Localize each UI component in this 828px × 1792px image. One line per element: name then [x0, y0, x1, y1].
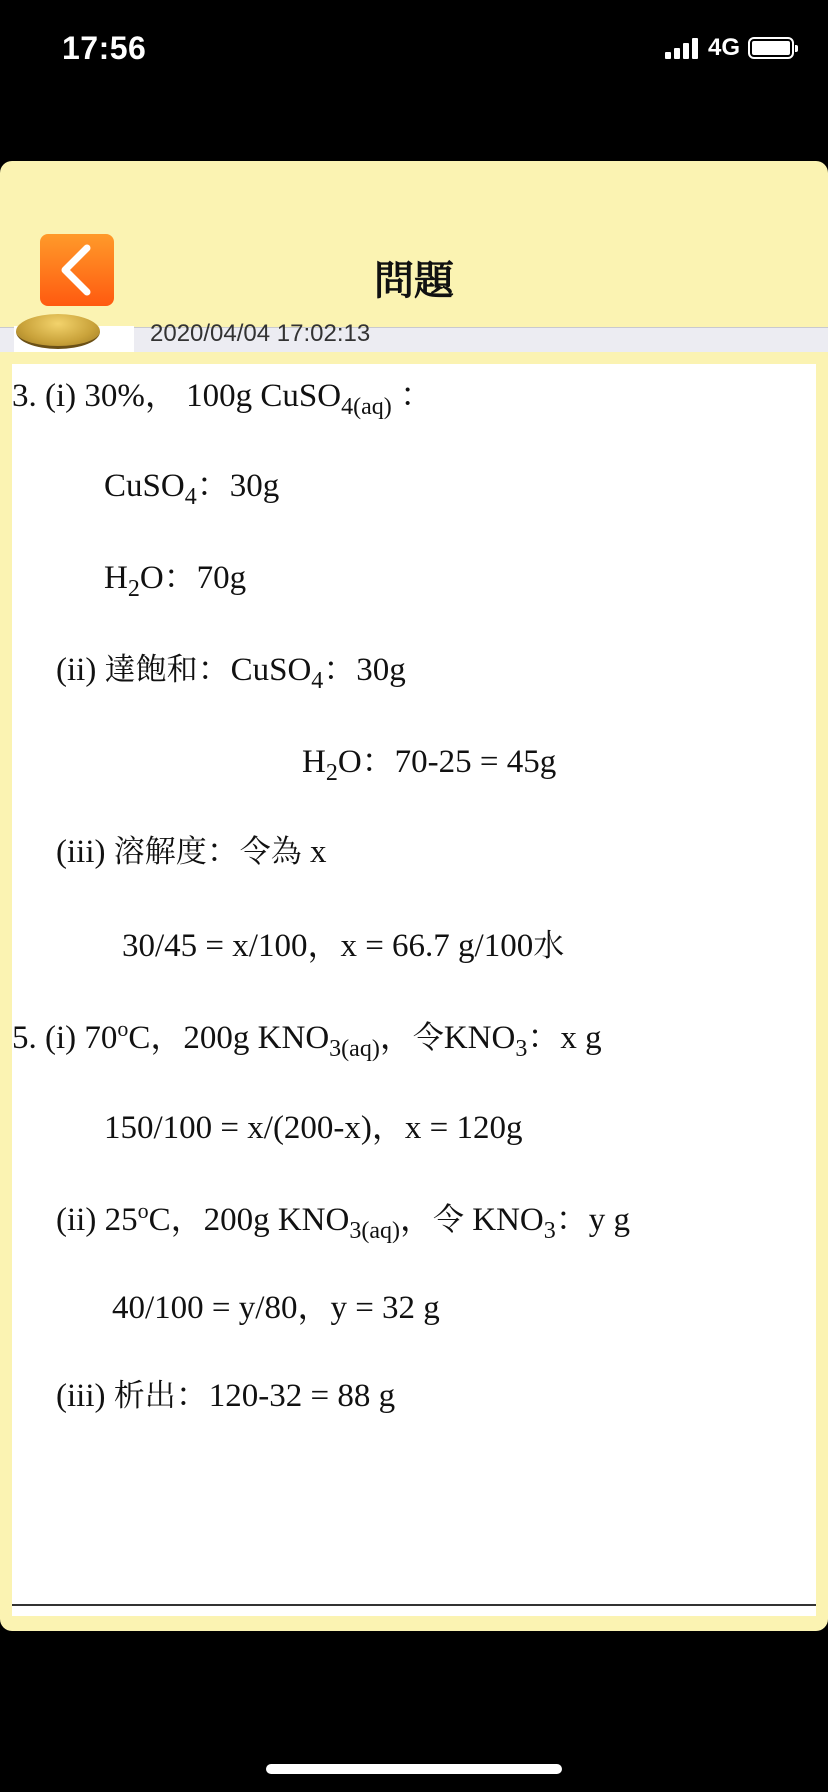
answer-image: [12, 364, 816, 1616]
answer-line: 5. (i) 70$^o$C，200g $KNO_{3(aq)}$，令$KNO_3$：x g: [12, 1016, 602, 1062]
answer-line: 3. (i) 30%， 100g CuSO$_{4(aq)}$ ：: [12, 378, 433, 420]
divider: [12, 1604, 816, 1606]
network-type: 4G: [707, 34, 740, 61]
answer-line: CuSO$_4$：30g: [104, 468, 280, 510]
signal-icon: [665, 37, 698, 59]
answer-line: 40/100 = y/80，y = 32 g: [112, 1290, 440, 1326]
avatar: [16, 314, 100, 349]
nav-bar: [0, 161, 828, 327]
answer-line: $H_2O$：70-25 = 45g: [302, 744, 557, 786]
question-card: [0, 161, 828, 1631]
status-bar: [0, 0, 828, 100]
home-indicator[interactable]: [266, 1764, 562, 1774]
page-title: 問題: [374, 258, 454, 304]
post-meta: [0, 320, 828, 352]
status-right: [665, 34, 794, 62]
answer-line: (iii) 溶解度：令為 x: [56, 834, 327, 870]
answer-line: 30/45 = x/100，x = 66.7 g/100水: [122, 928, 565, 964]
post-timestamp: 2020/04/04 17:02:13: [150, 320, 371, 347]
answer-line: (ii) 達飽和：CuSO$_4$：30g: [56, 652, 406, 694]
answer-line: (iii) 析出：120-32 = 88 g: [56, 1378, 396, 1414]
battery-icon: [748, 37, 794, 59]
status-time: 17:56: [62, 30, 147, 66]
answer-line: $H_2O$：70g: [104, 560, 247, 602]
answer-line: 150/100 = x/(200-x)，x = 120g: [104, 1110, 523, 1146]
answer-line: (ii) 25$^o$C，200g $KNO_{3(aq)}$，令 $KNO_3$：y g: [56, 1198, 630, 1244]
